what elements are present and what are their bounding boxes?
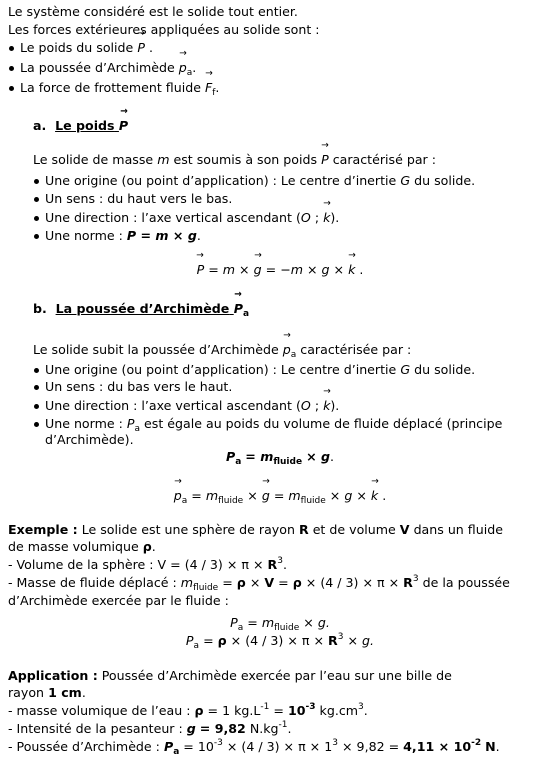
bullet-icon [9, 66, 14, 71]
section-b-heading: b. La poussée d’Archimède → $P_a$ [33, 300, 249, 317]
intro-text: Les forces extérieures appliquées au solide sont : [8, 22, 320, 37]
exemple-formula-2: $P_a = \rho \times (4 / 3) \times \pi \times R^3 \times g$. [185, 632, 375, 651]
vector-k: → k [371, 487, 378, 504]
bullet-icon [34, 385, 39, 390]
exemple-line-2: de masse volumique ρ. [8, 539, 156, 554]
section-a-intro: Le solide de masse m est soumis à son poids → P caractérisé par : [33, 151, 436, 168]
section-b-equation: → $p_a = m_{fluide}$ × → $g = m_{fluide} \times g$ × → k . [0, 487, 560, 504]
application-line-1: Application : Poussée d’Archimède exercée par l’eau sur une bille de [8, 668, 452, 683]
vector-p: → p [179, 59, 187, 76]
exemple-volume: - Volume de la sphère : $V = (4 / 3) \times \pi \times R^3$. [8, 556, 287, 572]
section-a-bullet-sense: Un sens : du haut vers le bas. [45, 191, 233, 206]
vector-F: → F [205, 79, 212, 96]
section-b-bullet-origin: Une origine (ou point d’application) : Le centre d’inertie G du solide. [45, 362, 476, 377]
vector-P: → P [119, 117, 128, 134]
exemple-line-1: Exemple : Le solide est une sphère de rayon R et de volume V dans un fluide [8, 522, 503, 537]
vector-g: → g [254, 261, 262, 278]
application-result: - Poussée d’Archimède : $P_a = 10^{-3} \times (4 / 3) \times \pi \times 1^3 \times 9,82 = 4,11 \times 10^{-2}$ N. [8, 738, 500, 757]
bullet-icon [34, 234, 39, 239]
intro-line-2 [8, 21, 320, 38]
intro-bullet-weight: Le poids du solide → P . [20, 39, 153, 56]
intro-text: Le système considéré est le solide tout entier. [8, 4, 298, 19]
vector-k: → k [323, 209, 330, 226]
section-b-bullet-norm: Une norme : $P_a$ est égale au poids du volume de fluide déplacé (principe [45, 416, 503, 434]
vector-P: → P [321, 151, 329, 168]
bullet-icon [34, 422, 39, 427]
bullet-icon [34, 368, 39, 373]
application-density: - masse volumique de l’eau : ρ = 1 $kg.L^{-1} = 10^{-3}$ $kg.cm^3$. [8, 702, 368, 718]
application-line-2: rayon 1 cm. [8, 685, 86, 700]
bullet-icon [34, 216, 39, 221]
section-b-bullet-norm-cont: d’Archimède). [45, 432, 134, 447]
section-b-bullet-sense: Un sens : du bas vers le haut. [45, 379, 233, 394]
vector-p: → p [283, 341, 291, 358]
application-gravity: - Intensité de la pesanteur : g = 9,82 $N.kg^{-1}$. [8, 720, 292, 736]
bullet-icon [34, 404, 39, 409]
bullet-icon [34, 179, 39, 184]
intro-line-1 [8, 3, 298, 20]
vector-P: → P [197, 261, 205, 278]
bullet-icon [9, 86, 14, 91]
section-a-bullet-norm: Une norme : P = m × g. [45, 228, 201, 243]
vector-p: → p [174, 487, 182, 504]
section-a-bullet-origin: Une origine (ou point d’application) : Le centre d’inertie G du solide. [45, 173, 476, 188]
exemple-formula-1: $P_a = m_{fluide} \times g$. [230, 615, 330, 633]
vector-k: → k [323, 397, 330, 414]
section-b-bullet-direction: Une direction : l’axe vertical ascendant (O ; → k). [45, 397, 339, 414]
bullet-icon [34, 197, 39, 202]
section-a-heading: a. Le poids → P [33, 117, 128, 134]
vector-P: → P [137, 39, 145, 56]
exemple-line-5: d’Archimède exercée par le fluide : [8, 593, 229, 608]
vector-g: → g [262, 487, 270, 504]
bullet-icon [9, 46, 14, 51]
exemple-mass: - Masse de fluide déplacé : $m_{fluide} = \rho \times V = \rho \times (4 / 3) \times \pi \times R^3$ de la poussée [8, 574, 510, 593]
section-b-intro: Le solide subit la poussée d’Archimède → $p_a$ caractérisée par : [33, 341, 411, 358]
vector-P: → P [234, 300, 243, 317]
intro-bullet-friction: La force de frottement fluide → $F_f$. [20, 79, 219, 96]
vector-k: → k [348, 261, 355, 278]
intro-bullet-archimede: La poussée d’Archimède → $p_a$. [20, 59, 196, 76]
section-a-bullet-direction: Une direction : l’axe vertical ascendant (O ; → k). [45, 209, 339, 226]
section-a-equation: → P = m × → g = −m × g × → k . [0, 261, 560, 278]
section-b-norm-formula: $P_a = m_{fluide} \times g$. [225, 449, 335, 467]
